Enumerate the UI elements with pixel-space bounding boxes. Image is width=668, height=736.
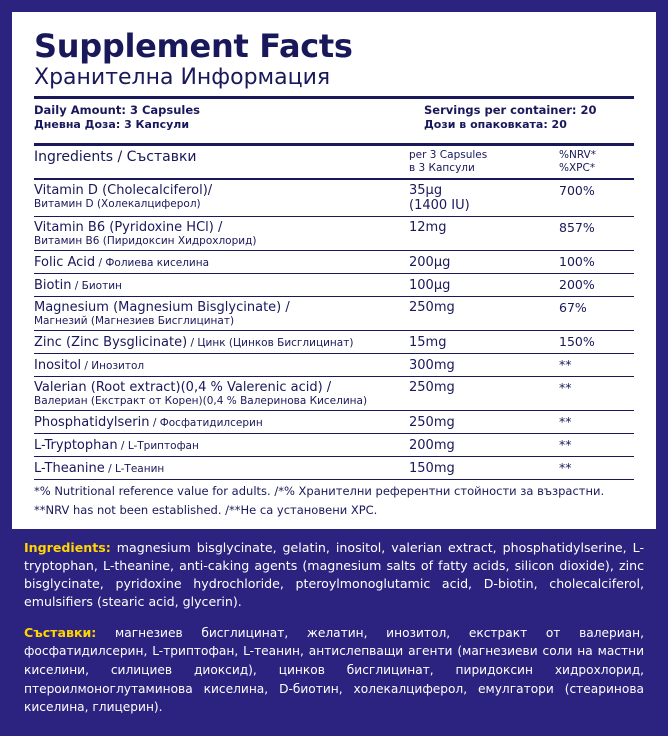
row-name xyxy=(34,179,409,217)
row-amount-main: 250mg xyxy=(409,414,455,430)
row-name-bg: Магнезий (Магнезиев Бисглицинат) xyxy=(34,314,235,327)
row-name-sep: / xyxy=(71,279,82,292)
table-row xyxy=(34,273,634,296)
ingredients-english-label: Ingredients: xyxy=(24,539,111,555)
row-name xyxy=(34,273,409,296)
servings-en: Servings per container: 20 xyxy=(424,102,597,117)
row-name-bg: L-Теанин xyxy=(114,462,165,475)
row-name-en: Vitamin B6 (Pyridoxine HCl) / xyxy=(34,219,223,235)
row-name xyxy=(34,296,409,330)
row-name-sep: / xyxy=(149,416,160,429)
table-row xyxy=(34,433,634,456)
table-header-row xyxy=(34,146,634,178)
row-nrv: ** xyxy=(559,456,634,479)
row-name-en: Valerian (Root extract)(0,4 % Valerenic acid) / xyxy=(34,379,332,395)
footnote-nrv: *% Nutritional reference value for adults. /*% Хранителни референтни стойности за възрастни. xyxy=(34,483,605,498)
table-row xyxy=(34,250,634,273)
row-name xyxy=(34,250,409,273)
row-nrv: 200% xyxy=(559,273,634,296)
row-amount xyxy=(409,250,559,273)
row-amount xyxy=(409,456,559,479)
row-amount-main: 12mg xyxy=(409,219,447,235)
row-name xyxy=(34,410,409,433)
header-nrv xyxy=(559,146,634,178)
row-amount-main: 250mg xyxy=(409,299,455,315)
row-nrv: ** xyxy=(559,410,634,433)
table-row xyxy=(34,216,634,250)
row-amount xyxy=(409,410,559,433)
row-amount-main: 200µg xyxy=(409,254,451,270)
row-name-en: Vitamin D (Cholecalciferol)/ xyxy=(34,182,213,198)
row-name xyxy=(34,456,409,479)
row-amount-main: 35µg xyxy=(409,182,443,198)
row-amount-main: 15mg xyxy=(409,334,447,350)
header-nrv-en: %NRV* xyxy=(559,149,596,162)
row-nrv: 67% xyxy=(559,296,634,330)
row-name-bg: Валериан (Екстракт от Корен)(0,4 % Валеринова Киселина) xyxy=(34,394,368,407)
row-name-bg: L-Триптофан xyxy=(127,439,199,452)
footnote-not-established: **NRV has not been established. /**Не са установени XPC. xyxy=(34,503,378,518)
table-row xyxy=(34,456,634,479)
row-nrv: 150% xyxy=(559,330,634,353)
row-amount xyxy=(409,433,559,456)
row-name-en: Inositol xyxy=(34,357,82,373)
row-name-bg: Фолиева киселина xyxy=(105,256,210,269)
table-row xyxy=(34,376,634,410)
row-nrv: 100% xyxy=(559,250,634,273)
daily-amount-en: Daily Amount: 3 Capsules xyxy=(34,102,201,117)
row-name-en: L-Theanine xyxy=(34,460,105,476)
row-amount-main: 200mg xyxy=(409,437,455,453)
row-amount xyxy=(409,330,559,353)
ingredients-bulgarian-label: Съставки: xyxy=(24,624,97,640)
servings-bg: Дози в опаковката: 20 xyxy=(424,118,567,132)
nutrition-table xyxy=(34,146,634,479)
row-amount-main: 250mg xyxy=(409,379,455,395)
row-name xyxy=(34,216,409,250)
row-nrv: 700% xyxy=(559,179,634,217)
row-amount xyxy=(409,273,559,296)
row-name-en: Biotin xyxy=(34,277,72,293)
header-amount-bg: в 3 Капсули xyxy=(409,162,475,175)
row-amount xyxy=(409,376,559,410)
row-amount xyxy=(409,296,559,330)
row-amount-main: 100µg xyxy=(409,277,451,293)
row-name xyxy=(34,330,409,353)
daily-amount-bg: Дневна Доза: 3 Капсули xyxy=(34,118,190,132)
table-row xyxy=(34,330,634,353)
table-row xyxy=(34,179,634,217)
row-name-sep: / xyxy=(104,462,115,475)
facts-panel xyxy=(12,12,656,529)
row-amount xyxy=(409,353,559,376)
title-bulgarian-text: Хранителна Информация xyxy=(34,64,331,90)
servings-group xyxy=(424,103,634,133)
row-name-en: Magnesium (Magnesium Bisglycinate) / xyxy=(34,299,290,315)
row-name-bg: Инозитол xyxy=(91,359,145,372)
row-nrv: 857% xyxy=(559,216,634,250)
row-amount-main: 300mg xyxy=(409,357,455,373)
table-row xyxy=(34,353,634,376)
row-name xyxy=(34,433,409,456)
row-nrv: ** xyxy=(559,353,634,376)
row-name-en: Phosphatidylserin xyxy=(34,414,150,430)
row-amount-secondary: (1400 IU) xyxy=(409,197,470,213)
row-name-sep: / xyxy=(117,439,128,452)
header-ingredients-en: Ingredients xyxy=(34,149,113,166)
daily-amount-group xyxy=(34,103,200,133)
header-nrv-bg: %XPC* xyxy=(559,162,596,175)
header-ingredients xyxy=(34,146,409,178)
table-row xyxy=(34,296,634,330)
serving-info xyxy=(34,99,634,137)
row-name-sep: / xyxy=(81,359,92,372)
row-name xyxy=(34,376,409,410)
row-amount xyxy=(409,179,559,217)
table-row xyxy=(34,410,634,433)
row-nrv: ** xyxy=(559,433,634,456)
row-name-sep: / xyxy=(187,336,198,349)
header-amount-en: per 3 Capsules xyxy=(409,149,488,162)
ingredients-english xyxy=(12,529,656,612)
row-name-bg: Фосфатидилсерин xyxy=(159,416,263,429)
row-name-en: Folic Acid xyxy=(34,254,96,270)
title-english xyxy=(34,27,634,90)
ingredients-bulgarian xyxy=(12,612,656,717)
row-name-bg: Витамин B6 (Пиридоксин Хидрохлорид) xyxy=(34,234,257,247)
header-ingredients-sep: / xyxy=(113,149,127,166)
row-name-en: L-Tryptophan xyxy=(34,437,118,453)
row-amount-main: 150mg xyxy=(409,460,455,476)
row-name-bg: Цинк (Цинков Бисглицинат) xyxy=(197,336,354,349)
ingredients-bulgarian-text: магнезиев бисглицинат, желатин, инозитол, екстракт от валериан, фосфатидилсерин, L-триптофан, L-теанин, антислепващи агенти (магнезиеви соли на мастни киселини, силициев диоксид), цинков бисглицинат, пиридоксин хидрохлорид, птероилмоноглутаминова киселина, D-биотин, холекалциферол, емулгатори (стеаринова киселина, глицерин). xyxy=(24,625,644,715)
row-nrv: ** xyxy=(559,376,634,410)
header-amount xyxy=(409,146,559,178)
title-english-text: Supplement Facts xyxy=(34,27,353,65)
row-name-bg: Биотин xyxy=(81,279,122,292)
row-name-sep: / xyxy=(95,256,106,269)
row-amount xyxy=(409,216,559,250)
row-name-en: Zinc (Zinc Bysglicinate) xyxy=(34,334,188,350)
row-name xyxy=(34,353,409,376)
row-name-bg: Витамин D (Холекалциферол) xyxy=(34,197,201,210)
ingredients-english-text: magnesium bisglycinate, gelatin, inositol, valerian extract, phosphatidylserine, L-tryptophan, L-theanine, anti-caking agents (magnesium salts of fatty acids, silicon dioxide), zinc bisglycinate, pyridoxine hydrochloride, pteroylmonoglutamic acid, D-biotin, cholecalciferol, emulsifiers (stearic acid, glycerin). xyxy=(24,539,644,610)
header-ingredients-bg: Съставки xyxy=(126,149,197,166)
